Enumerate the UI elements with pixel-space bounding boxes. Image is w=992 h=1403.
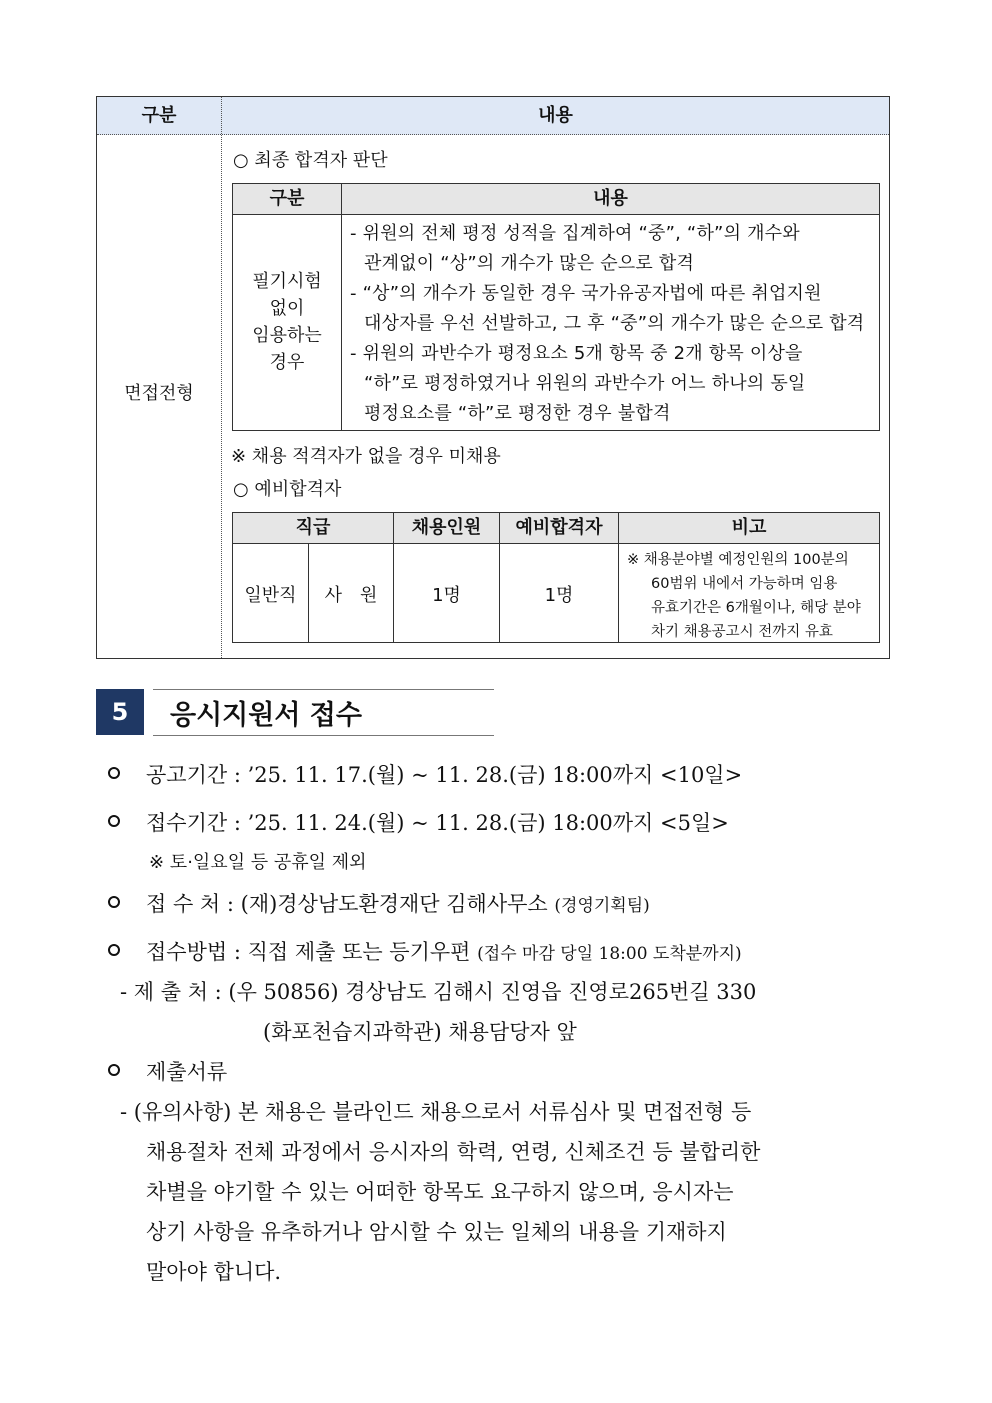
criteria-line: - 위원의 전체 평정 성적을 집계하여 “중”, “하”의 개수와 (350, 223, 800, 244)
circle-bullet-icon (108, 896, 120, 908)
header-category: 구분 (141, 105, 177, 126)
case-label-line: 필기시험 (252, 271, 322, 292)
case-label (233, 268, 341, 376)
submit-address-line: - 제 출 처 : (우 50856) 경상남도 김해시 진영읍 진영로265번길 330 (120, 980, 757, 1004)
remark-line: 차기 채용공고시 전까지 유효 (651, 624, 833, 640)
holiday-note: ※ 토·일요일 등 공휴일 제외 (149, 852, 367, 873)
criteria-line: - 위원의 과반수가 평정요소 5개 항목 중 2개 항목 이상을 (350, 343, 803, 364)
receipt-place-team: (경영기획팀) (554, 896, 650, 916)
column-divider (393, 513, 394, 642)
caution-line: 상기 사항을 유추하거나 암시할 수 있는 일체의 내용을 기재하지 (146, 1220, 727, 1244)
receipt-method-label: 접수방법 : 직접 제출 또는 등기우편 (146, 940, 471, 964)
cell-reserve-count: 1명 (544, 585, 574, 606)
column-divider (341, 184, 342, 430)
reserve-table (232, 512, 880, 643)
interview-table-header (97, 97, 889, 135)
section-number: 5 (96, 689, 144, 735)
circle-bullet-icon (108, 767, 120, 779)
caution-line: - (유의사항) 본 채용은 블라인드 채용으로서 서류심사 및 면접전형 등 (120, 1100, 752, 1124)
reserve-title: ○ 예비합격자 (233, 479, 342, 500)
reserve-table-header (233, 513, 879, 544)
receipt-period: 접수기간 : ’25. 11. 24.(월) ~ 11. 28.(금) 18:00까지 <5일> (146, 811, 729, 835)
receipt-method-note: (접수 마감 당일 18:00 도착분까지) (477, 944, 742, 964)
column-divider (618, 513, 619, 642)
header-remarks: 비고 (731, 517, 767, 538)
header-grade: 직급 (295, 517, 331, 538)
no-hire-note: ※ 채용 적격자가 없을 경우 미채용 (231, 446, 501, 467)
receipt-method (146, 936, 742, 966)
final-decision-title: ○ 최종 합격자 판단 (233, 150, 388, 171)
caution-line: 차별을 야기할 수 있는 어떠한 항목도 요구하지 않으며, 응시자는 (146, 1180, 734, 1204)
final-table-header (233, 184, 879, 215)
final-header-content: 내용 (593, 188, 628, 209)
cell-grade-type: 일반직 (244, 585, 297, 606)
column-divider (499, 513, 500, 642)
remark-line: ※ 채용분야별 예정인원의 100분의 (627, 552, 849, 568)
circle-bullet-icon (108, 944, 120, 956)
case-label-line: 임용하는 (252, 325, 322, 346)
header-hire-count: 채용인원 (411, 517, 482, 538)
criteria-line: - “상”의 개수가 동일한 경우 국가유공자법에 따른 취업지원 (350, 283, 822, 304)
receipt-place (146, 888, 650, 918)
caution-line: 채용절차 전체 과정에서 응시자의 학력, 연령, 신체조건 등 불합리한 (146, 1140, 761, 1164)
header-content: 내용 (538, 105, 573, 126)
submit-address-line: (화포천습지과학관) 채용담당자 앞 (263, 1020, 577, 1044)
section-rule (153, 689, 494, 690)
criteria-line: 평정요소를 “하”로 평정한 경우 불합격 (364, 403, 671, 424)
case-label-line: 없이 (269, 298, 305, 319)
circle-bullet-icon (108, 815, 120, 827)
cell-grade-rank: 사 원 (324, 585, 378, 606)
documents-title: 제출서류 (146, 1060, 228, 1084)
remark-line: 60범위 내에서 가능하며 임용 (651, 576, 838, 592)
final-decision-table (232, 183, 880, 431)
cell-hire-count: 1명 (432, 585, 461, 606)
header-reserve-count: 예비합격자 (515, 517, 603, 538)
section-rule (153, 735, 494, 736)
section-title: 응시지원서 접수 (170, 700, 362, 731)
caution-line: 말아야 합니다. (146, 1260, 282, 1284)
row-label-interview: 면접전형 (124, 383, 194, 404)
criteria-line: 관계없이 “상”의 개수가 많은 순으로 합격 (364, 253, 695, 274)
receipt-place-label: 접 수 처 : (재)경상남도환경재단 김해사무소 (146, 892, 548, 916)
column-divider (221, 97, 222, 658)
circle-bullet-icon (108, 1064, 120, 1076)
remark-line: 유효기간은 6개월이나, 해당 분야 (651, 600, 861, 616)
notice-period: 공고기간 : ’25. 11. 17.(월) ~ 11. 28.(금) 18:00까지 <10일> (146, 763, 743, 787)
criteria-line: 대상자를 우선 선발하고, 그 후 “중”의 개수가 많은 순으로 합격 (364, 313, 865, 334)
case-label-line: 경우 (269, 352, 305, 373)
criteria-line: “하”로 평정하였거나 위원의 과반수가 어느 하나의 동일 (364, 373, 806, 394)
final-header-category: 구분 (269, 188, 305, 209)
